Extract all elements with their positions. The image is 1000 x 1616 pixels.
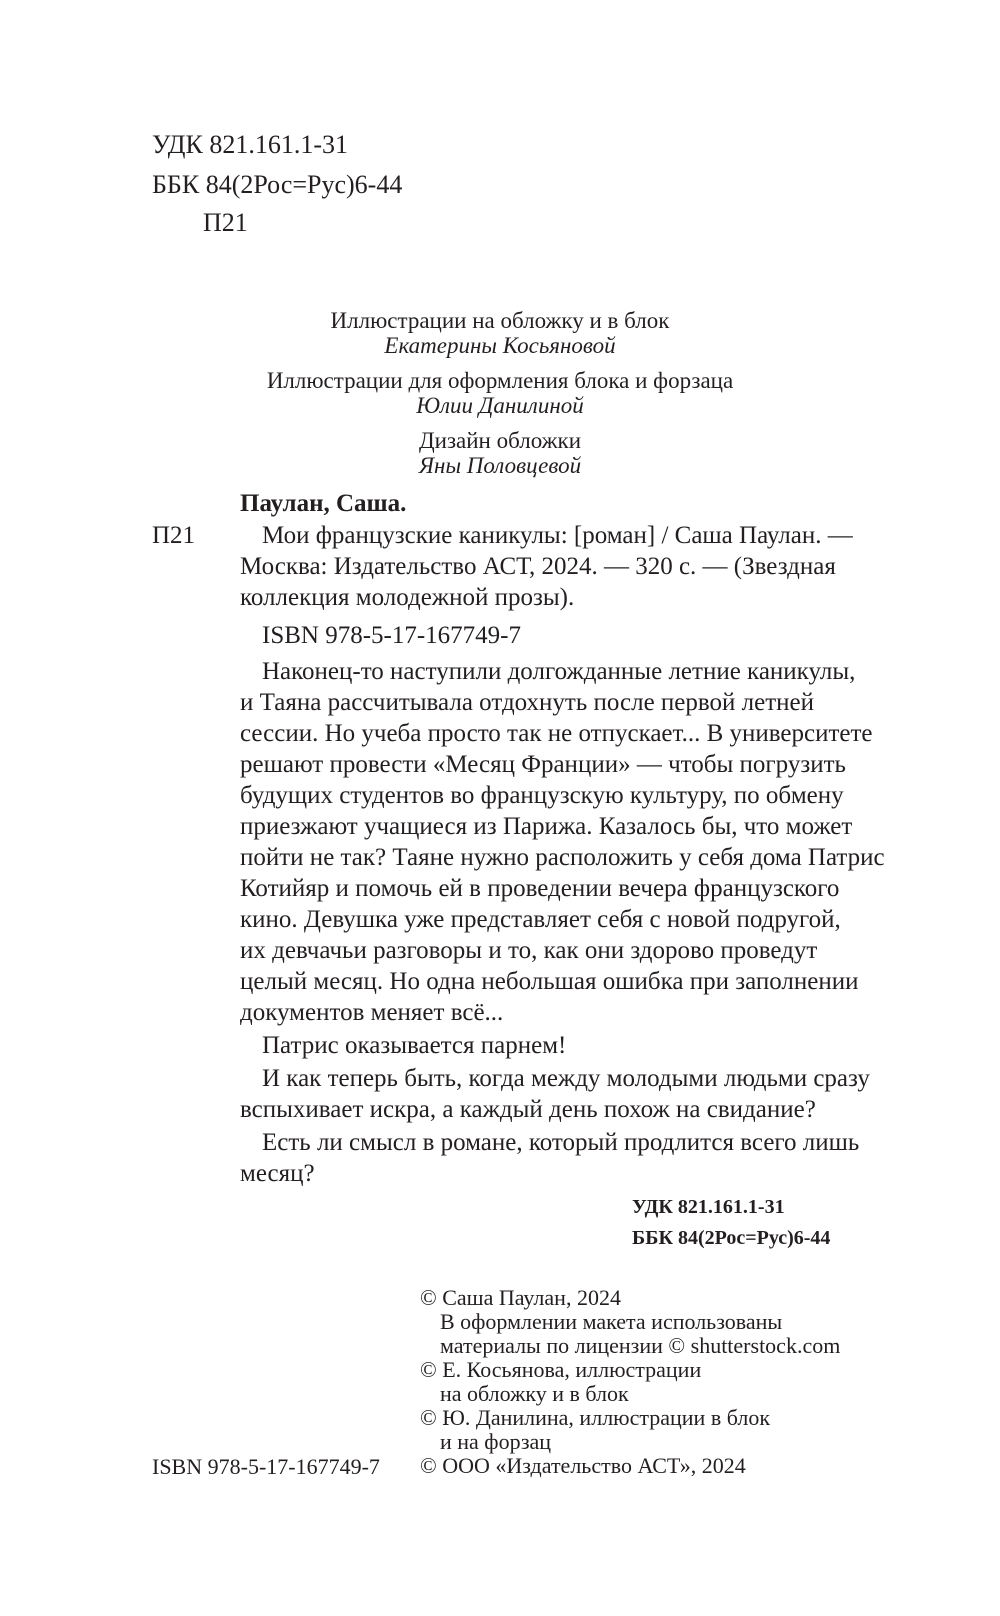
copyright-line: и на форзац: [440, 1429, 552, 1454]
annotation-line: пойти не так? Таяне нужно расположить у себя дома Патрис: [240, 844, 885, 871]
entry-title-line: Москва: Издательство АСТ, 2024. — 320 с. — (Звездная: [240, 553, 836, 580]
annotation-line: сессии. Но учеба просто так не отпускает... В университете: [240, 720, 873, 747]
copyright-line: на обложку и в блок: [440, 1381, 629, 1406]
bottom-bbk-code: ББК 84(2Рос=Рус)6-44: [632, 1227, 831, 1249]
credit-cover-illustrations: [200, 308, 800, 358]
entry-isbn: ISBN 978-5-17-167749-7: [262, 622, 522, 649]
annotation-line: Наконец-то наступили долгожданные летние каникулы,: [262, 658, 856, 685]
credit-block-illustrations: [200, 368, 800, 418]
copyright-line: © ООО «Издательство АСТ», 2024: [420, 1453, 746, 1478]
udk-code: УДК 821.161.1-31: [152, 130, 349, 159]
copyright-line: материалы по лицензии © shutterstock.com: [440, 1333, 841, 1358]
annotation-line: будущих студентов во французскую культуру, по обмену: [240, 782, 844, 809]
annotation-line: и Таяна рассчитывала отдохнуть после первой летней: [240, 689, 814, 716]
annotation-line: И как теперь быть, когда между молодыми людьми сразу: [262, 1065, 870, 1092]
copyright-line: © Саша Паулан, 2024: [420, 1285, 621, 1310]
credit-cover-design: [200, 428, 800, 478]
credit-role: Иллюстрации на обложку и в блок: [330, 308, 670, 333]
annotation-line: приезжают учащиеся из Парижа. Казалось бы, что может: [240, 813, 853, 840]
annotation-line: вспыхивает искра, а каждый день похож на свидание?: [240, 1096, 816, 1123]
footer-isbn: ISBN 978-5-17-167749-7: [152, 1454, 380, 1479]
annotation-line: документов меняет всё...: [240, 999, 504, 1026]
author-sign-code: П21: [203, 208, 248, 237]
annotation-line: Патрис оказывается парнем!: [262, 1032, 567, 1059]
annotation-line: целый месяц. Но одна небольшая ошибка при заполнении: [240, 968, 859, 995]
bbk-code: ББК 84(2Рос=Рус)6-44: [152, 170, 403, 199]
copyright-line: В оформлении макета использованы: [440, 1309, 783, 1334]
copyright-line: © Ю. Данилина, иллюстрации в блок: [420, 1405, 771, 1430]
copyright-line: © Е. Косьянова, иллюстрации: [420, 1357, 702, 1382]
entry-title-line: коллекция молодежной прозы).: [240, 584, 575, 611]
credit-name: Юлии Данилиной: [416, 393, 584, 418]
entry-title-line: Мои французские каникулы: [роман] / Саша Паулан. —: [262, 522, 853, 549]
annotation-line: решают провести «Месяц Франции» — чтобы погрузить: [240, 751, 846, 778]
credit-name: Екатерины Косьяновой: [384, 333, 616, 358]
credit-name: Яны Половцевой: [418, 453, 582, 478]
annotation-line: Есть ли смысл в романе, который продлится всего лишь: [262, 1129, 860, 1156]
credit-role: Дизайн обложки: [418, 428, 582, 453]
annotation-line: месяц?: [240, 1160, 315, 1187]
entry-author: Паулан, Саша.: [240, 490, 407, 517]
entry-code: П21: [152, 522, 196, 549]
bottom-udk-code: УДК 821.161.1-31: [632, 1196, 785, 1218]
annotation-line: Котийяр и помочь ей в проведении вечера французского: [240, 875, 840, 902]
credit-role: Иллюстрации для оформления блока и форзаца: [266, 368, 734, 393]
annotation-line: их девчачьи разговоры и то, как они здорово проведут: [240, 937, 818, 964]
annotation-line: кино. Девушка уже представляет себя с новой подругой,: [240, 906, 841, 933]
